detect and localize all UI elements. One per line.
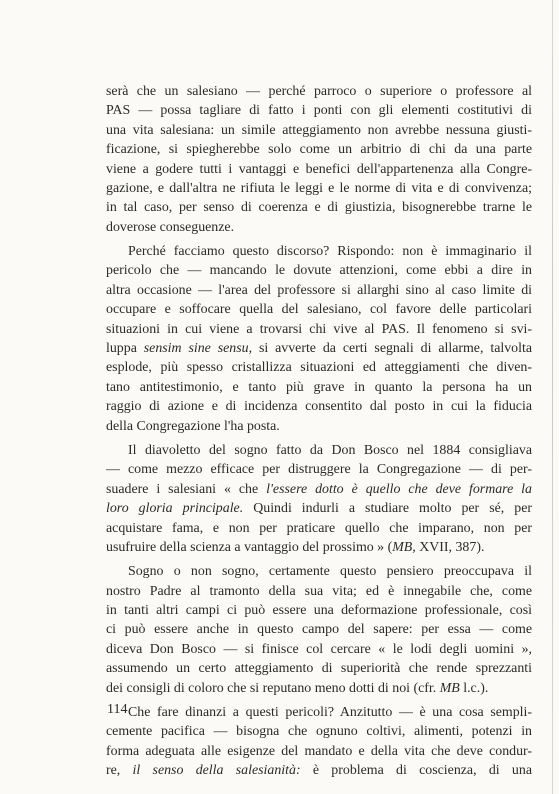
- text-line: raggio di azione e di incidenza consentito dal posto in cui la fiducia: [106, 399, 532, 415]
- text-line: acquistare fama, e non per praticare quello che imparano, non per: [106, 520, 532, 536]
- paragraph: [106, 562, 532, 698]
- italic-text: loro gloria principale.: [106, 501, 244, 517]
- text-line: Il diavoletto del sogno fatto da Don Bosco nel 1884 consigliava: [128, 442, 532, 458]
- text-line: diceva Don Bosco — si finisce col cercare « le lodi degli uomini »,: [106, 641, 532, 657]
- text-line: una vita salesiana: un simile atteggiamento non avrebbe nessuna giusti-: [106, 122, 532, 138]
- text-line: serà che un salesiano — perché parroco o superiore o professore al: [106, 84, 532, 99]
- text-line: ficazione, si spiegherebbe solo come un arbitrio di chi da una parte: [106, 142, 532, 158]
- text-line: in tal caso, per senso di coerenza e di giustizia, bisognerebbe trarne le: [106, 200, 532, 216]
- text-line: ci può essere anche in questo campo del sapere: per essa — come: [106, 622, 532, 638]
- paragraph: [106, 242, 532, 436]
- paragraph: [106, 441, 532, 557]
- text-line: — come mezzo efficace per distruggere la Congregazione — di per-: [106, 462, 532, 478]
- text-line: occupare e soffocare quella del salesiano, col favore delle particolari: [106, 302, 532, 318]
- text-line: gazione, e dall'altra ne rifiuta le leggi e le norme di vita e di convivenza;: [106, 181, 532, 197]
- page-edge-shadow: [552, 0, 553, 794]
- italic-text: l'essere dotto è quello che deve formare la: [266, 481, 532, 497]
- text-line: tano antitestimonio, e tanto più grave in quanto la persona ha un: [106, 379, 532, 395]
- text-line: PAS — possa tagliare di fatto i ponti con gli elementi costitutivi di: [106, 103, 532, 119]
- text-line: in tanti altri campi ci può essere una deformazione professionale, così: [106, 602, 532, 618]
- text-line: Sogno o non sogno, certamente questo pensiero preoccupava il: [128, 564, 532, 580]
- text-line: assumendo un certo atteggiamento di superiorità che rende sprezzanti: [106, 661, 532, 677]
- body-text: [106, 82, 532, 780]
- text-line: cemente pacifica — bisogna che ognuno coltivi, alimenti, potenzi in: [106, 724, 532, 740]
- italic-text: MB,: [392, 539, 416, 555]
- text-line: usufruire della scienza a vantaggio del prossimo » (MB, XVII, 387).: [106, 539, 485, 555]
- text-line: doverose conseguenze.: [106, 219, 235, 235]
- page-number: 114: [107, 702, 128, 717]
- text-line: re, il senso della salesianità: è problema di coscienza, di una: [106, 763, 532, 778]
- text-line: Che fare dinanzi a questi pericoli? Anzitutto — è una cosa sempli-: [128, 704, 532, 720]
- text-line: esplode, più spesso cristallizza situazioni ed atteggiamenti che diven-: [106, 360, 532, 376]
- paragraph: [106, 703, 532, 781]
- text-line: luppa sensim sine sensu, si avverte da certi segnali di allarme, talvolta: [106, 341, 532, 357]
- text-line: della Congregazione l'ha posta.: [106, 418, 280, 434]
- text-line: situazioni in cui viene a trovarsi chi vive al PAS. Il fenomeno si svi-: [106, 321, 532, 337]
- italic-text: il senso della salesianità:: [132, 763, 301, 778]
- text-line: viene a godere tutti i vantaggi e benefici dell'appartenenza alla Congre-: [106, 161, 532, 177]
- paragraph: [106, 82, 532, 237]
- italic-text: MB: [439, 680, 460, 696]
- italic-text: sensim sine sensu,: [143, 341, 253, 357]
- text-line: loro gloria principale. Quindi indurli a studiare molto per sé, per: [106, 501, 532, 517]
- text-line: suadere i salesiani « che l'essere dotto è quello che deve formare la: [106, 481, 532, 497]
- text-line: pericolo che — mancando le dovute attenzioni, come ebbi a dire in: [106, 263, 532, 279]
- text-line: Perché facciamo questo discorso? Rispondo: non è immaginario il: [128, 244, 532, 260]
- text-line: altra occasione — l'area del professore si allarghi sino al caso limite di: [106, 282, 532, 298]
- text-line: forma adeguata alle esigenze del mandato e della vita che deve condur-: [106, 743, 532, 759]
- text-line: nostro Padre al tramonto della sua vita; ed è innegabile che, come: [106, 583, 532, 599]
- text-line: dei consigli di coloro che si reputano meno dotti di noi (cfr. MB l.c.).: [106, 680, 489, 696]
